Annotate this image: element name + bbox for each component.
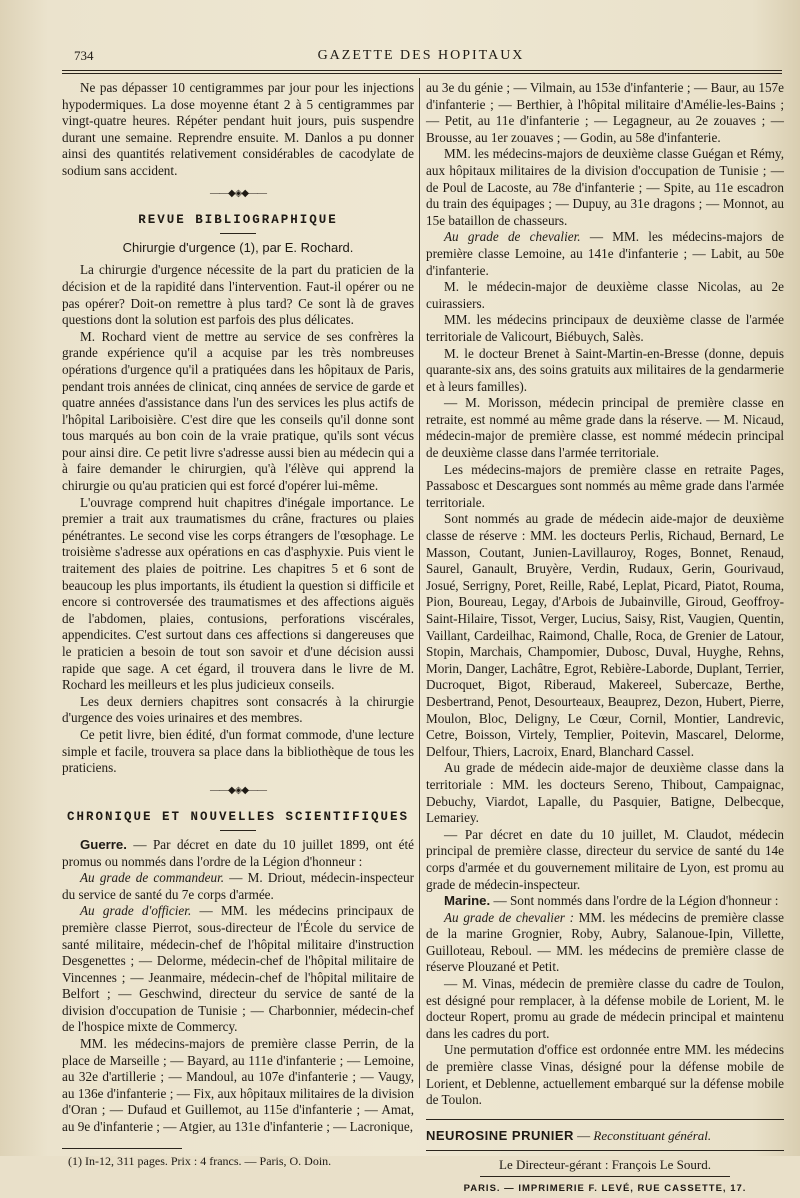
- advert-name: NEUROSINE PRUNIER: [426, 1127, 574, 1143]
- journal-title: GAZETTE DES HOPITAUX: [317, 48, 525, 63]
- ornament-divider: ——◆◈◆——: [209, 187, 267, 199]
- news-paragraph: M. le médecin-major de deuxième classe Nicolas, au 2e cuirassiers.: [426, 279, 784, 311]
- column-divider: [419, 78, 420, 1088]
- director-line: Le Directeur-gérant : François Le Sourd.: [499, 1157, 711, 1173]
- officier-paragraph: [62, 903, 414, 1036]
- page-number: 734: [74, 48, 94, 63]
- commandeur-paragraph: [62, 870, 414, 903]
- printer-line: PARIS. — IMPRIMERIE F. LEVÉ, RUE CASSETTE, 17.: [463, 1183, 747, 1194]
- advert-tagline: Reconstituant général.: [593, 1127, 712, 1143]
- director-rule: [480, 1176, 730, 1177]
- footnote: (1) In-12, 311 pages. Prix : 4 francs. — Paris, O. Doin.: [68, 1153, 332, 1168]
- marine-chevalier-paragraph: [426, 910, 784, 976]
- advert-rule-top: [426, 1119, 784, 1120]
- page-header: [62, 44, 780, 68]
- chronique-heading: CHRONIQUE ET NOUVELLES SCIENTIFIQUES: [66, 810, 410, 825]
- marine-text: — Sont nommés dans l'ordre de la Légion d'honneur :: [490, 893, 779, 909]
- news-paragraph: MM. les médecins principaux de deuxième classe de l'armée territoriale de Valicourt, Biébuych, Salès.: [426, 312, 784, 344]
- guerre-paragraph: [62, 837, 414, 870]
- header-rule: [62, 70, 782, 74]
- advert-rule: [426, 1150, 784, 1151]
- marine-lead: Marine.: [444, 893, 491, 909]
- commandeur-label: Au grade de commandeur.: [80, 870, 225, 886]
- chevalier-text: — MM. les médecins-majors de première classe Lemoine, au 141e d'infanterie ; — Labit, au 50e d'infanterie.: [426, 229, 784, 278]
- chevalier-paragraph: [426, 229, 784, 279]
- review-heading: REVUE BIBLIOGRAPHIQUE: [138, 213, 338, 228]
- marine-chevalier-label: Au grade de chevalier :: [444, 909, 574, 925]
- marine-paragraph: [426, 893, 784, 910]
- news-paragraph: M. le docteur Brenet à Saint-Martin-en-Bresse (donne, depuis quarante-six ans, des soins gratuits aux militaires de la gendarmerie et à leurs familles).: [426, 345, 784, 394]
- officier-label: Au grade d'officier.: [80, 903, 192, 919]
- review-paragraph: Ce petit livre, bien édité, d'un format commode, d'une lecture simple et facile, trouvera sa place dans la bibliothèque de tous les praticiens.: [62, 726, 414, 776]
- chevalier-label: Au grade de chevalier.: [444, 229, 581, 245]
- news-paragraph: — M. Vinas, médecin de première classe du cadre de Toulon, est désigné pour remplacer, à la défense mobile de Lorient, M. le docteur Ropert, promu au grade de médecin principal et maintenu dans les cadres du port.: [426, 976, 784, 1041]
- right-column: [426, 80, 784, 1198]
- news-paragraph: Au grade de médecin aide-major de deuxième classe dans la territoriale : MM. les docteurs Sereno, Thibout, Campaignac, Debuchy, Viardot, Lapalle, du Pasquier, Batigne, Delbecque, Lemariey.: [426, 760, 784, 826]
- short-rule: [220, 233, 256, 234]
- officier-text: — MM. les médecins principaux de première classe Pierrot, sous-directeur de l'École du service de santé militaire, médecin-chef de l'hôpital militaire d'instruction Desgenettes ; — Delorme, médecin-chef de l'hôpital militaire de Vincennes ; — Jeanmaire, médecin-chef de l'hôpital militaire de Belfort ; — Geschwind, directeur du service de santé de la division d'occupation de Tunisie ; — Charbonnier, médecin-chef de l'hospice mixte de Commercy.: [62, 903, 414, 1035]
- marine-chevalier-text: MM. les médecins de première classe de la marine Grognier, Roby, Aubry, Salanoue-Ipin, Villette, Guilloteau, Reboul. — MM. les médecins de première classe de réserve Plouzané et Petit.: [426, 909, 784, 975]
- left-column: [62, 80, 414, 1169]
- advert-line: NEUROSINE PRUNIER — Reconstituant général.: [426, 1127, 712, 1143]
- news-paragraph: Les médecins-majors de première classe en retraite Pages, Passabosc et Descargues sont nommés au même grade dans l'armée territoriale.: [426, 461, 784, 510]
- review-paragraph: L'ouvrage comprend huit chapitres d'inégale importance. Le premier a trait aux traumatismes du crâne, fractures ou plaies pénétrantes. Le second vise les corps étrangers de l'œsophage. Le troisième s'adresse aux opérations en cas d'asphyxie. Puis vient le traitement des plaies de poitrine. Les chapitres 5 et 6 sont de beaucoup les plus importants, ils étudient la question si difficile et encore si controversée des traumatismes et des affections aiguës de l'abdomen, plaies, contusions, perforations viscérales, appendicites. C'est surtout dans ces affections si dangereuses que le praticien a besoin de tout son savoir et d'une décision aussi rapide que sage. A cet égard, il trouvera dans le livre de M. Rochard les meilleurs et les plus judicieux conseils.: [62, 494, 414, 693]
- short-rule: [220, 830, 256, 831]
- news-paragraph: Sont nommés au grade de médecin aide-major de deuxième classe de réserve : MM. les docteurs Perlis, Richaud, Bernard, Le Masson, Coutant, Junien-Lavillauroy, Roges, Bonnet, Renaud, Saurel, Ganault, Bruyère, Verdin, Rudaux, Gerin, Gourivaud, Josué, Serrigny, Poret, Reille, Rabé, Leplat, Picard, Piatot, Rouma, Pion, Boureau, Legay, d'Arbois de Jubainville, Giroud, Geoffroy-Saint-Hilaire, Tissot, Verger, Lucius, Saisy, Rist, Vaugien, Quentin, Vaillant, Cardeilhac, Raimond, Challe, Roca, de Grenier de Latour, Stopin, Marchais, Champomier, Dubosc, Duval, Huyghe, Rehns, Morin, Danger, Lachâtre, Egrot, Rebière-Laborde, Duplant, Terrier, Ducroquet, Bigot, Riberaud, Makereel, Subercaze, Berthe, Desbertrand, Penot, Desourteaux, Beauprez, Dezon, Hubert, Pierre, Moulon, Bloc, Deligny, Le Cœur, Cornil, Montier, Landrevic, Cetre, Boisson, Virtely, Templier, Poitevin, Mascarel, Delorme, Delfour, Thiers, Lacroix, Enard, Blanchard Cassel.: [426, 511, 784, 759]
- intro-paragraph: Ne pas dépasser 10 centigrammes par jour pour les injections hypodermiques. La dose moyenne étant 2 à 5 centigrammes par vingt-quatre heures. Répéter pendant huit jours, puis suspendre durant une semaine. Reprendre ensuite. M. Danlos a pu donner ainsi des quantités relativement considérables de cacodylate de sodium sans accident.: [62, 80, 414, 178]
- news-paragraph: — Par décret en date du 10 juillet, M. Claudot, médecin principal de première classe, directeur du service de santé du 14e corps d'armée et du gouvernement militaire de Lyon, est promu au grade de médecin-inspecteur.: [426, 826, 784, 892]
- footnote-rule: [62, 1148, 182, 1149]
- continued-paragraph: au 3e du génie ; — Vilmain, au 153e d'infanterie ; — Baur, au 157e d'infanterie ; — Berthier, à l'hôpital militaire d'Amélie-les-Bains ; — Petit, au 11e d'infanterie ; — Legagneur, au 2e zouaves ; — Brousse, au 1er zouaves ; — Godin, au 58e d'infanterie.: [426, 80, 784, 145]
- commandeur-text: — M. Driout, médecin-inspecteur du service de santé du 7e corps d'armée.: [62, 870, 414, 902]
- book-title: Chirurgie d'urgence (1), par E. Rochard.: [122, 239, 354, 255]
- ornament-divider: ——◆◈◆——: [209, 784, 267, 796]
- promotion-paragraph: MM. les médecins-majors de première classe Perrin, de la place de Marseille ; — Bayard, au 111e d'infanterie ; — Lemoine, au 32e d'artillerie ; — Mandoul, au 107e d'infanterie ; — Vaugy, au 136e d'infanterie ; — Fix, aux hôpitaux militaires de la division d'Oran ; — Dufaud et Guillemot, au 115e d'infanterie ; — Amat, au 9e d'infanterie ; — Atgier, au 131e d'infanterie ; — Lacronique,: [62, 1036, 414, 1135]
- guerre-text: — Par décret en date du 10 juillet 1899, ont été promus ou nommés dans l'ordre de la Légion d'honneur :: [62, 836, 414, 869]
- guerre-lead: Guerre.: [80, 836, 127, 852]
- news-paragraph: MM. les médecins-majors de deuxième classe Guégan et Rémy, aux hôpitaux militaires de la division d'occupation de Tunisie ; — de Poul de Lacoste, au 78e d'infanterie ; — Spite, au 11e escadron du train des équipages ; — Dupuy, au 31e dragons ; — Monnot, au 15e bataillon de chasseurs.: [426, 146, 784, 228]
- review-paragraph: La chirurgie d'urgence nécessite de la part du praticien de la décision et de la rapidité dans l'intervention. Faut-il opérer ou ne pas opérer? Doit-on remettre à plus tard? Ce sont là de graves questions dont la solution est parfois des plus délicates.: [62, 262, 414, 328]
- review-paragraph: Les deux derniers chapitres sont consacrés à la chirurgie d'urgence des voies urinaires et des membres.: [62, 693, 414, 726]
- review-paragraph: M. Rochard vient de mettre au service de ses confrères la grande expérience qu'il a acquise par les très nombreuses opérations d'urgence qu'il a pratiquées dans les hôpitaux de Paris, pendant trois années de clinicat, cinq années de service de garde et quatre années d'assistance dans l'un des services les plus actifs de l'hôpital Lariboisière. C'est dire que les conseils qu'il donne sont tous marqués au bon coin de la vraie pratique, qu'ils sont vécus pour ainsi dire. Ce petit livre s'adresse aussi bien au médecin qui a à faire demander le chirurgien, qu'à l'élève qui apprend la chirurgie ou qu'au praticien qui est forcé d'opérer lui-même.: [62, 328, 414, 494]
- news-paragraph: — M. Morisson, médecin principal de première classe en retraite, est nommé au même grade dans la réserve. — M. Nicaud, médecin-major de première classe, est nommé médecin principal de deuxième classe dans l'armée territoriale.: [426, 395, 784, 461]
- news-paragraph: Une permutation d'office est ordonnée entre MM. les médecins de première classe Vinas, désigné pour la défense mobile de Lorient, et Deblenne, actuellement embarqué sur la défense mobile de Toulon.: [426, 1042, 784, 1108]
